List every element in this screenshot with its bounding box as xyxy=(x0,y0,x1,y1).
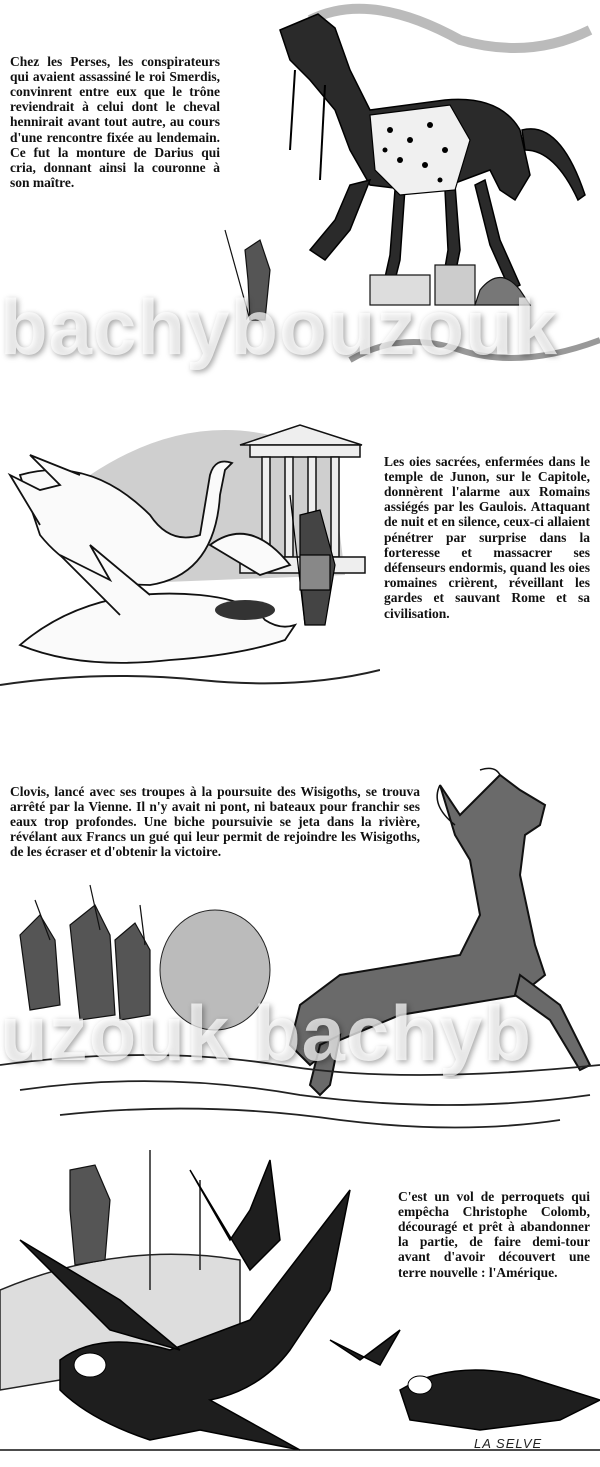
caption-clovis: Clovis, lancé avec ses troupes à la poursuite des Wisigoths, se trouva arrêté par la Vienne. Il n'y avait ni pont, ni bateaux pour franchir ses eaux trop profondes. Une biche poursuivie se jeta dans la rivière, révélant aux Francs un gué qui leur permit de rejoindre les Wisigoths, de les écraser et d'obtenir la victoire. xyxy=(10,783,420,860)
geese-illustration xyxy=(0,415,380,705)
caption-persians: Chez les Perses, les conspirateurs qui avaient assassiné le roi Smerdis, convinrent entre eux que le trône reviendrait à celui dont le cheval hennirait avant tout autre, au cours d'une rencontre fixée au lendemain. Ce fut la monture de Darius qui cria, donnant ainsi la couronne à son maître. xyxy=(10,53,220,191)
watermark-top: bachybouzouk xyxy=(0,283,559,371)
caption-parrots: C'est un vol de perroquets qui empêcha Christophe Colomb, découragé et prêt à abandonner la partie, de faire demi-tour avant d'avoir découvert une terre nouvelle : l'Amérique. xyxy=(398,1188,590,1280)
caption-geese: Les oies sacrées, enfermées dans le temple de Junon, sur le Capitole, donnèrent l'alarme aux Romains assiégés par les Gaulois. Attaquant de nuit et en silence, ceux-ci allaient pénétrer par surprise dans la forteresse et massacrer ses défenseurs endormis, quand les oies romaines crièrent, réveillant les gardes et sauvant Rome et sa civilisation. xyxy=(384,453,590,621)
watermark-middle: uzouk bachyb xyxy=(0,989,533,1077)
artist-signature: LA SELVE xyxy=(474,1436,543,1451)
